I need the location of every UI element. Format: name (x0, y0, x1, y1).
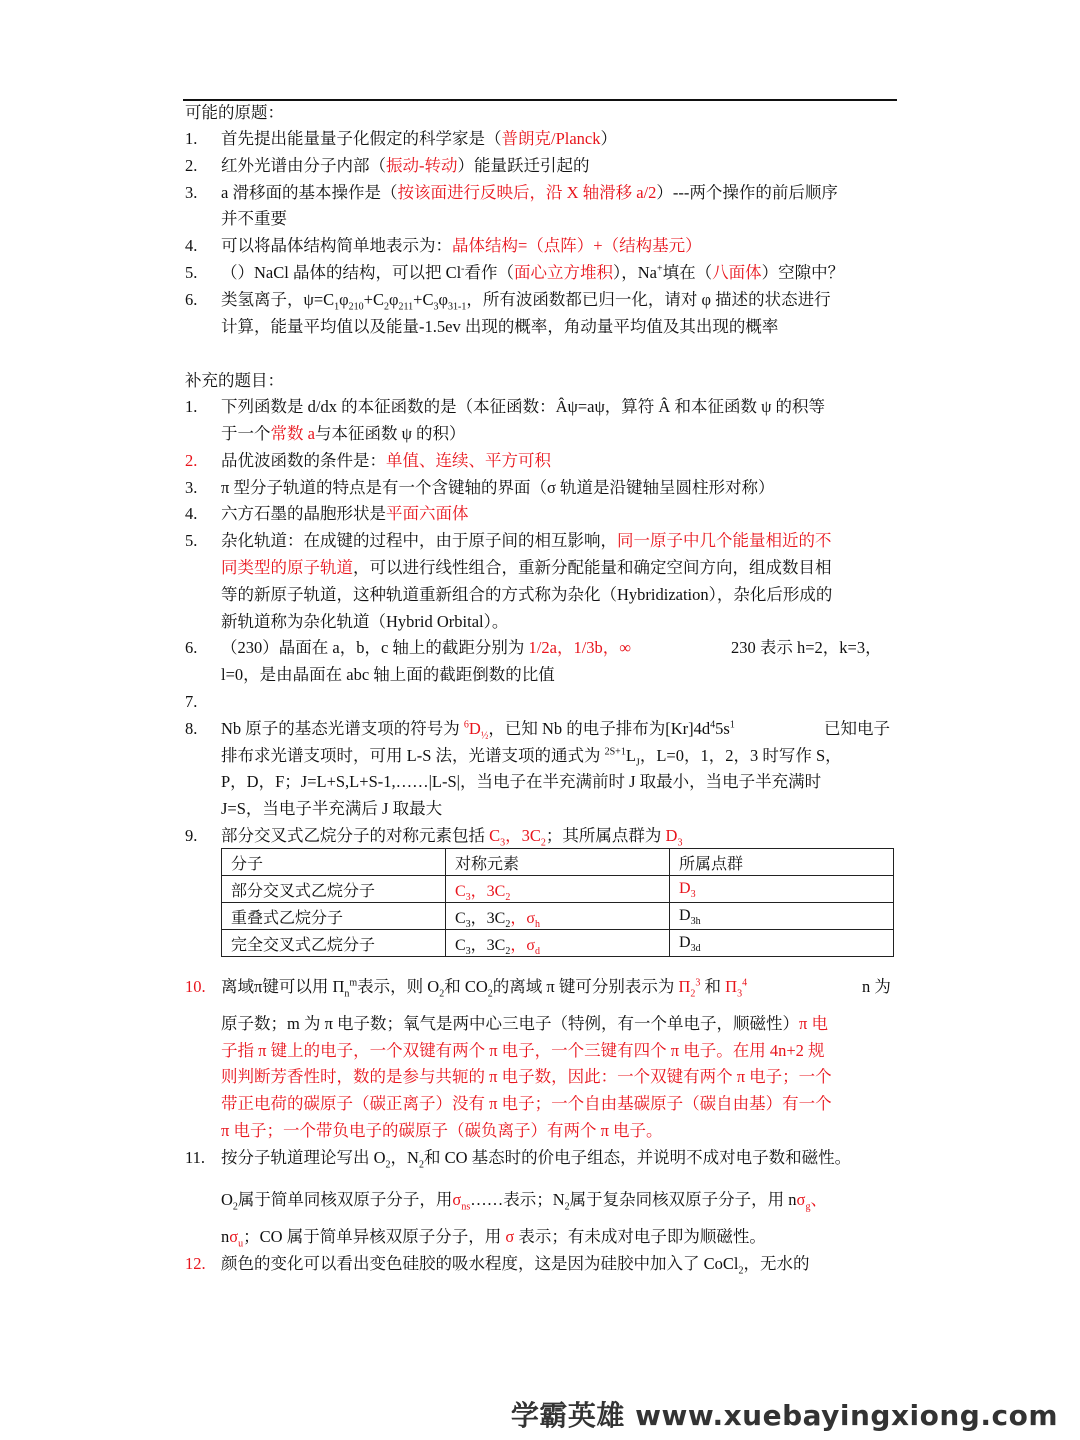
item-number: 3. (185, 183, 198, 202)
supp-question-8-cont: 排布求光谱支项时，可用 L-S 法，光谱支项的通式为 $^{2S+1}L_J$，L=0，1，2，3 时写作 S， (221, 746, 842, 769)
question-2: 红外光谱由分子内部（振动-转动）能量跃迁引起的 (221, 156, 590, 175)
watermark: 学霸英雄 www.xuebayingxiong.com (510, 1399, 1058, 1432)
supp-question-10-cont: 带正电荷的碳原子（碳正离子）没有 π 电子；一个自由基碳原子（碳自由基）有一个 (221, 1094, 832, 1113)
table-cell: 部分交叉式乙烷分子 (222, 876, 446, 903)
question-5: （）NaCl 晶体的结构，可以把 Cl-看作（面心立方堆积），Na+填在（八面体）空隙中？ (221, 263, 845, 282)
supp-question-8-cont: J=S，当电子半充满后 J 取最大 (221, 799, 443, 818)
table-cell: $C_3$，$3C_2$ (446, 876, 670, 903)
section-heading: 补充的题目： (185, 371, 284, 390)
supp-question-10-cont: 子指 π 键上的电子，一个双键有两个 π 电子，一个三键有四个 π 电子。在用 4n+2 规 (221, 1041, 825, 1060)
item-number: 2. (185, 156, 198, 175)
table-cell: 重叠式乙烷分子 (222, 903, 446, 930)
supp-question-6-note: 230 表示 h=2，k=3， (731, 638, 882, 657)
supp-question-1: 下列函数是 d/dx 的本征函数的是（本征函数：Âψ=aψ，算符 Â 和本征函数 ψ 的积等 (221, 397, 826, 416)
supp-question-1-cont: 于一个常数 a与本征函数 ψ 的积） (221, 424, 466, 443)
item-number: 10. (185, 977, 206, 996)
table-header: 对称元素 (446, 849, 670, 876)
table-cell: $D_{3d}$ (670, 930, 894, 957)
supp-question-10-cont: π 电子；一个带负电子的碳原子（碳负离子）有两个 π 电子。 (221, 1121, 663, 1140)
table-row (222, 903, 894, 930)
item-number: 9. (185, 826, 198, 845)
supp-question-12: 颜色的变化可以看出变色硅胶的吸水程度，这是因为硅胶中加入了 CoCl$_2$，无水的 (221, 1254, 810, 1277)
supp-question-3: π 型分子轨道的特点是有一个含键轴的界面（σ 轨道是沿键轴呈圆柱形对称） (221, 478, 775, 497)
item-number: 1. (185, 397, 198, 416)
supp-question-5-cont: 同类型的原子轨道，可以进行线性组合，重新分配能量和确定空间方向，组成数目相 (221, 558, 832, 577)
table-row (222, 930, 894, 957)
table-header-row (222, 849, 894, 876)
supp-question-5: 杂化轨道：在成键的过程中，由于原子间的相互影响，同一原子中几个能量相近的不 (221, 531, 832, 550)
header-rule (183, 99, 897, 101)
section-heading: 可能的原题： (185, 103, 284, 122)
item-number: 3. (185, 478, 198, 497)
supp-question-8-cont: P，D，F；J=L+S,L+S-1,……|L-S|，当电子在半充满前时 J 取最小，当电子半充满时 (221, 772, 822, 791)
item-number: 4. (185, 236, 198, 255)
supp-question-10-note: n 为 (862, 977, 891, 996)
table-header: 所属点群 (670, 849, 894, 876)
supp-question-6: （230）晶面在 a，b，c 轴上的截距分别为 1/2a，1/3b，∞ (221, 638, 632, 657)
supp-question-4: 六方石墨的晶胞形状是平面六面体 (221, 504, 469, 523)
table-cell: $C_3$，$3C_2$，$\sigma_h$ (446, 903, 670, 930)
item-number: 6. (185, 290, 198, 309)
question-6: 类氢离子，$\psi=C_1\varphi_{210}+C_2\varphi_{211}+C_3\varphi_{31-1}$，所有波函数都已归一化，请对 φ 描述的状态进行 (221, 290, 831, 313)
item-number: 2. (185, 451, 198, 470)
item-number: 1. (185, 129, 198, 148)
supp-question-11-cont: $n\sigma_u$；CO 属于简单异核双原子分子，用 σ 表示；有未成对电子即为顺磁性。 (221, 1227, 766, 1250)
supp-question-5-cont: 等的新原子轨道，这种轨道重新组合的方式称为杂化（Hybridization），杂化后形成的 (221, 585, 833, 604)
table-cell: $D_3$ (670, 876, 894, 903)
item-number: 5. (185, 263, 198, 282)
supp-question-6-cont: l=0，是由晶面在 abc 轴上面的截距倒数的比值 (221, 665, 555, 684)
item-number: 12. (185, 1254, 206, 1273)
symmetry-table (221, 848, 894, 957)
item-number: 4. (185, 504, 198, 523)
supp-question-10-cont: 原子数；m 为 π 电子数；氧气是两中心三电子（特例，有一个单电子，顺磁性）π 电 (221, 1014, 829, 1033)
supp-question-9: 部分交叉式乙烷分子的对称元素包括 $C_3$，$3C_2$；其所属点群为 $D_3$ (221, 826, 683, 849)
supp-question-8: Nb 原子的基态光谱支项的符号为 $^6D_{\frac{1}{2}}$，已知 Nb 的电子排布为$[Kr]4d^45s^1$ (221, 719, 735, 742)
table-cell: $C_3$，$3C_2$，$\sigma_d$ (446, 930, 670, 957)
item-number: 8. (185, 719, 198, 738)
item-number: 5. (185, 531, 198, 550)
supp-question-11-cont: $O_2$属于简单同核双原子分子，用$\sigma_{ns}\dots\dots$表示；$N_2$属于复杂同核双原子分子，用 $n\sigma_g$、 (221, 1190, 827, 1213)
supp-question-8-note: 已知电子 (824, 719, 890, 738)
supp-question-11: 按分子轨道理论写出 $O_2$，$N_2$和 CO 基态时的价电子组态，并说明不成对电子数和磁性。 (221, 1148, 852, 1171)
table-header: 分子 (222, 849, 446, 876)
supp-question-5-cont: 新轨道称为杂化轨道（Hybrid Orbital）。 (221, 612, 509, 631)
table-cell: $D_{3h}$ (670, 903, 894, 930)
table-row (222, 876, 894, 903)
question-6-cont: 计算，能量平均值以及能量-1.5ev 出现的概率，角动量平均值及其出现的概率 (221, 317, 779, 336)
supp-question-2: 品优波函数的条件是：单值、连续、平方可积 (221, 451, 551, 470)
supp-question-10-cont: 则判断芳香性时，数的是参与共轭的 π 电子数，因此：一个双键有两个 π 电子；一个 (221, 1067, 832, 1086)
item-number: 7. (185, 692, 198, 711)
table-cell: 完全交叉式乙烷分子 (222, 930, 446, 957)
question-3-cont: 并不重要 (221, 209, 287, 228)
question-4: 可以将晶体结构简单地表示为：晶体结构=（点阵）+（结构基元） (221, 236, 702, 255)
item-number: 6. (185, 638, 198, 657)
question-1: 首先提出能量量子化假定的科学家是（普朗克/Planck） (221, 129, 617, 148)
item-number: 11. (185, 1148, 206, 1167)
question-3: a 滑移面的基本操作是（按该面进行反映后，沿 X 轴滑移 a/2）---两个操作的前后顺序 (221, 183, 838, 202)
supp-question-10: 离域π键可以用 $\Pi_n^m$表示，则 $O_2$和 $CO_2$的离域 π 键可分别表示为 $\Pi_2^3$ 和 $\Pi_3^4$ (221, 977, 748, 1000)
